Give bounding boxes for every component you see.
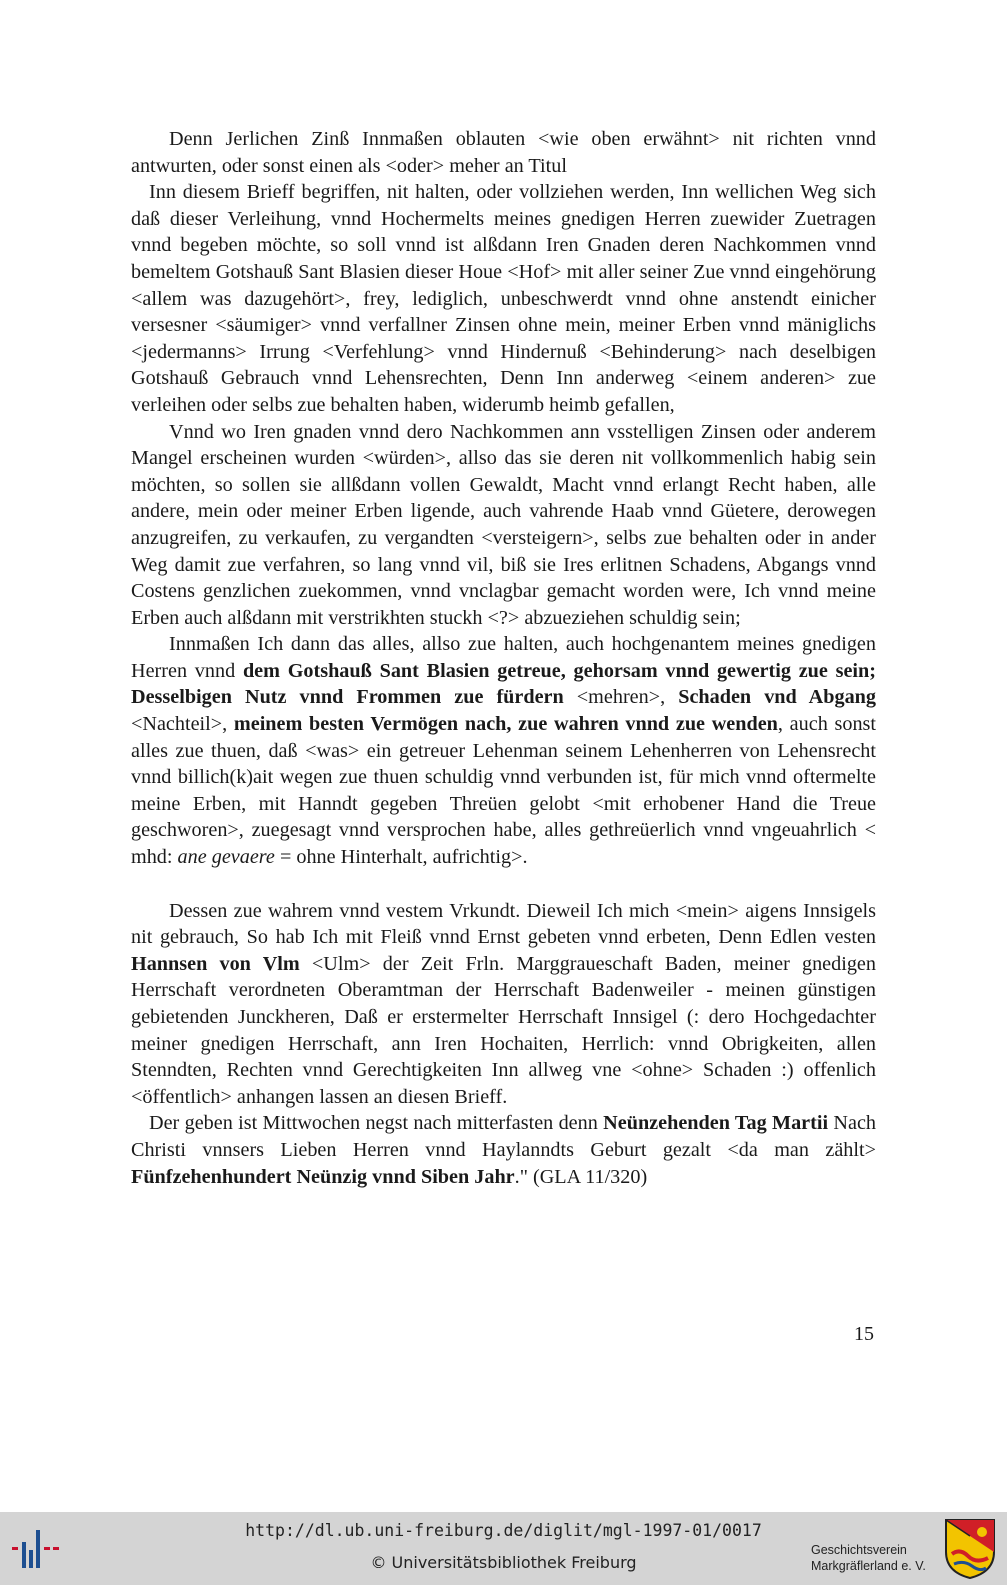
coat-of-arms-icon xyxy=(944,1518,996,1580)
paragraph xyxy=(131,126,876,179)
text-span: Hannsen von Vlm xyxy=(131,952,300,975)
paragraph xyxy=(131,179,876,418)
document-body xyxy=(131,126,876,1190)
text-span: Der geben ist Mittwochen negst nach mitterfasten denn xyxy=(149,1112,604,1135)
text-span: = ohne Hinterhalt, aufrichtig>. xyxy=(274,846,528,869)
footer-bar xyxy=(0,1512,1007,1585)
text-span: Inn diesem Brieff begriffen, nit halten, oder vollziehen werden, Inn wellichen Weg sich daß dieser Verleihung, vnnd Hochermelts meines gnedigen Herren zuewider Zuetragen vnnd begeben möchte, so soll vnnd ist alßdann Iren Gnaden deren Nachkommen vnnd bemeltem Gotshauß Sant Blasien dieser Houe <Hof> mit aller seiner Zue vnnd eingehörung <allem was dazugehört>, frey, lediglich, unbeschwerdt vnnd ohne anstendt einicher versesner <säumiger> vnnd verfallner Zinsen ohne mein, meiner Erben vnnd mäniglichs <jedermanns> Irrung <Verfehlung> vnnd Hindernuß <Behinderung> nach deselbigen Gotshauß Gebrauch vnnd Lehensrechten, Denn Inn anderweg <einem anderen> zue verleihen oder selbs zue behalten haben, widerumb heimb gefallen, xyxy=(131,181,876,416)
footer-society-name xyxy=(811,1542,926,1574)
society-line-2: Markgräflerland e. V. xyxy=(811,1559,926,1573)
text-span: , auch sonst alles zue thuen, daß <was> ein getreuer Lehenman seinem Lehenherren von Lehensrecht vnnd billich(k)ait wegen zue thuen schuldig vnnd verbunden ist, für mich vnnd oftermelte meine Erben, mit Hanndt gegeben Threüen gelobt <mit erhobener Hand die Treue geschworen>, zuegesagt vnnd versprochen habe, alles gethreüerlich vnnd vngeuahrlich < mhd: xyxy=(131,713,877,869)
text-span: dem Gotshauß Sant Blasien getreue, gehorsam vnnd gewertig zue sein; Desselbigen Nutz vnnd Frommen zue fürdern xyxy=(131,659,876,709)
text-span: Fünfzehenhundert Neünzig vnnd Siben Jahr xyxy=(131,1165,515,1188)
text-span: <mehren>, xyxy=(563,686,679,709)
paragraph xyxy=(131,898,876,1111)
text-span: Dessen zue wahrem vnnd vestem Vrkundt. Dieweil Ich mich <mein> aigens Innsigels nit gebrauch, So hab Ich mit Fleiß vnnd Ernst gebeten vnnd erbeten, Denn Edlen vesten xyxy=(131,899,876,949)
paragraph xyxy=(131,419,876,632)
paragraph xyxy=(131,631,876,870)
text-span: meinem besten Vermögen nach, zue wahren vnnd zue wenden xyxy=(233,713,778,736)
text-span: Schaden vnd Abgang xyxy=(678,686,876,709)
paragraph xyxy=(131,1110,876,1190)
text-span: Nach Christi vnnsers Lieben Herren vnnd Haylanndts Geburt gezalt <da man zählt> xyxy=(131,1112,877,1161)
text-span: ane gevaere xyxy=(177,846,275,869)
text-span: Denn Jerlichen Zinß Innmaßen oblauten <wie oben erwähnt> nit richten vnnd antwurten, oder sonst einen als <oder> meher an Titul xyxy=(131,128,876,177)
text-span: Innmaßen Ich dann das alles, allso zue halten, auch hochgenantem meines gnedigen Herren vnnd xyxy=(131,633,876,682)
text-span: Vnnd wo Iren gnaden vnnd dero Nachkommen ann vsstelligen Zinsen oder anderem Mangel erscheinen wurden <würden>, allso das sie deren nit vollkommenlich habig sein möchten, so sollen sie allßdann vollen Gewaldt, Macht vnnd erlangt Recht haben, alle andere, mein oder meiner Erben ligende, auch vahrende Haab vnnd Güetere, derowegen anzugreifen, zu verkaufen, zu vergandten <versteigern>, selbs zue behalten oder in ander Weg damit zue verfahren, so lang vnnd vil, biß sie Ires erlitnen Schadens, Abgangs vnnd Costens genzlichen zuekommen, vnnd vnclagbar gemacht worden were, Ich vnnd meine Erben auch alßdann mit verstrikhten stuckh <?> abzueziehen schuldig sein; xyxy=(131,420,876,629)
paragraph-gap xyxy=(131,871,876,898)
text-span: <Ulm> der Zeit Frln. Marggraueschaft Baden, meiner gnedigen Herrschaft verordneten Oberamtman der Herrschaft Badenweiler - meinen günstigen gebietenden Junckheren, Daß er erstermelter Herrschaft Innsigel (: dero Hochgedachter meiner gnedigen Herrschaft, ann Iren Hochaiten, Herrlich: vnnd Obrigkeiten, allen Stenndten, Rechten vnnd Gerechtigkeiten Inn allweg vne <ohne> Schaden :) offenlich <öffentlich> anhangen lassen an diesen Brieff. xyxy=(131,952,876,1108)
footer-url[interactable]: http://dl.ub.uni-freiburg.de/diglit/mgl-1997-01/0017 xyxy=(245,1521,762,1540)
footer-copyright: © Universitätsbibliothek Freiburg xyxy=(370,1553,637,1572)
society-line-1: Geschichtsverein xyxy=(811,1543,907,1557)
page-number: 15 xyxy=(854,1323,874,1345)
text-span: ." (GLA 11/320) xyxy=(514,1165,648,1188)
text-span: Neünzehenden Tag Martii xyxy=(603,1112,829,1135)
text-span: <Nachteil>, xyxy=(131,713,234,736)
